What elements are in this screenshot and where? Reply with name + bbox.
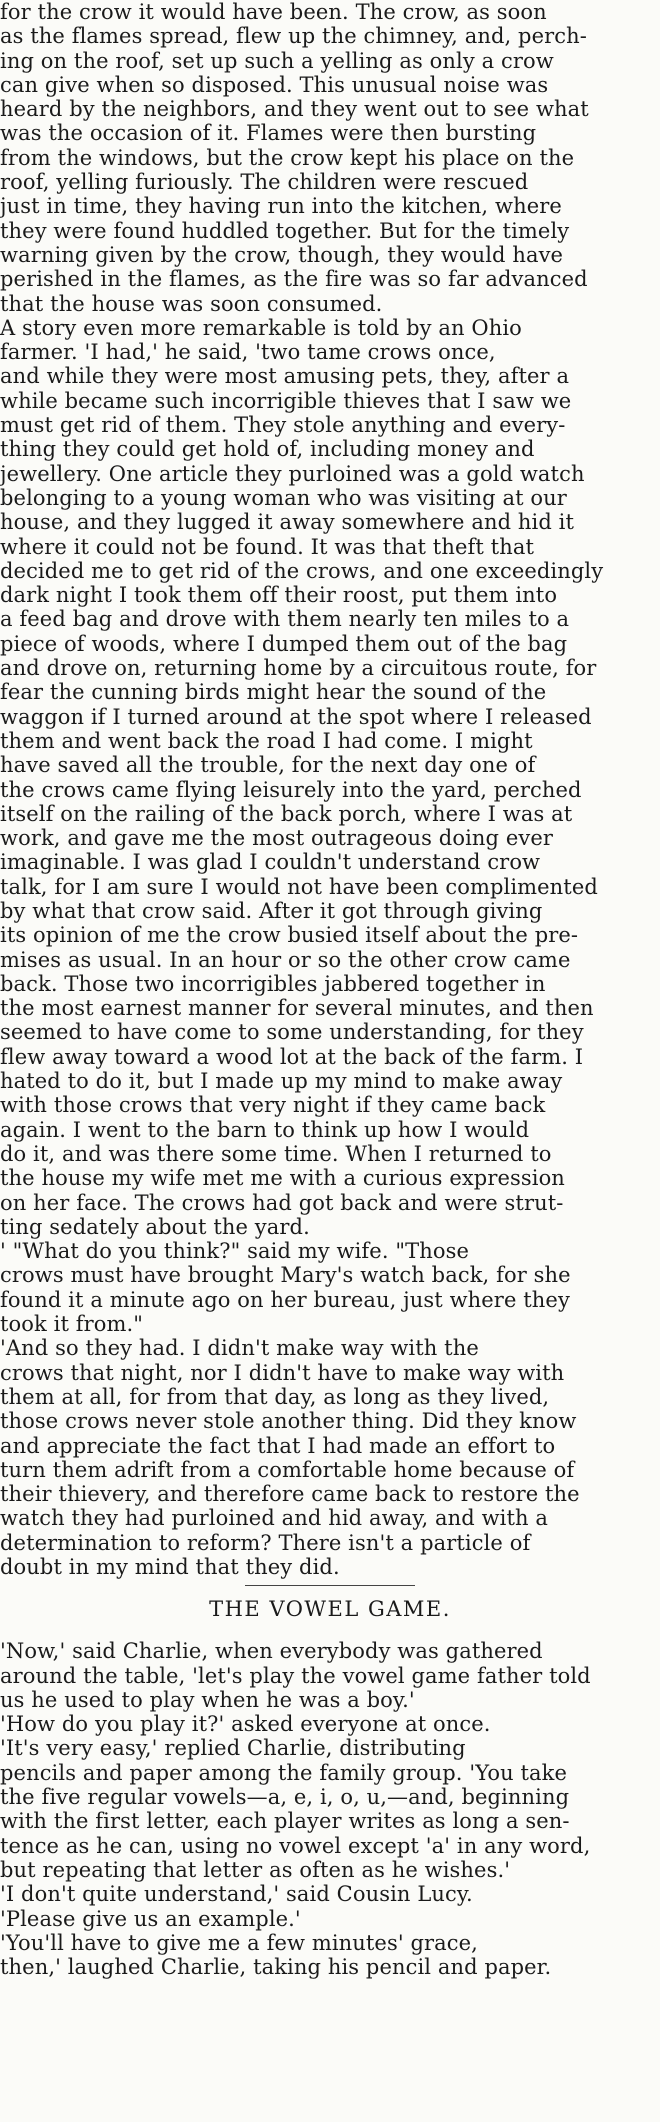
text-line: them at all, for from that day, as long as they lived, [0,1384,550,1409]
text-line: belonging to a young woman who was visiting at our [0,485,567,510]
text-line: roof, yelling furiously. The children were rescued [0,170,529,195]
text-line: 'Please give us an example.' [0,1906,301,1931]
text-line: pencils and paper among the family group. 'You take [0,1760,568,1785]
text-line: 'It's very easy,' replied Charlie, distributing [0,1736,466,1761]
text-line: 'I don't quite understand,' said Cousin Lucy. [0,1882,473,1907]
text-line: and while they were most amusing pets, they, after a [0,364,570,389]
text-line: decided me to get rid of the crows, and one exceedingly [0,558,604,583]
heading-text: THE VOWEL GAME. [209,1597,451,1622]
text-line: talk, for I am sure I would not have been complimented [0,874,598,899]
text-line: mises as usual. In an hour or so the other crow came [0,947,571,972]
text-line: farmer. 'I had,' he said, 'two tame crows once, [0,340,496,365]
text-line: us he used to play when he was a boy.' [0,1687,415,1712]
text-line: waggon if I turned around at the spot where I released [0,704,592,729]
text-line: but repeating that letter as often as he wishes.' [0,1857,511,1882]
text-line: and appreciate the fact that I had made an effort to [0,1433,556,1458]
text-line: where it could not be found. It was that theft that [0,534,535,559]
text-line: turn them adrift from a comfortable home because of [0,1457,575,1482]
vowel-game-story [0,1639,660,1979]
text-line: for the crow it would have been. The crow, as soon [0,0,547,24]
text-line: watch they had purloined and hid away, and with a [0,1506,549,1531]
text-line: then,' laughed Charlie, taking his pencil and paper. [0,1955,552,1980]
text-line: by what that crow said. After it got through giving [0,898,543,923]
text-line: ing on the roof, set up such a yelling as only a crow [0,48,554,73]
text-line: can give when so disposed. This unusual noise was [0,72,549,97]
text-line: the crows came flying leisurely into the yard, perched [0,777,582,802]
text-line: took it from." [0,1312,144,1337]
heading-rule [245,1585,415,1586]
text-line: while became such incorrigible thieves that I saw we [0,388,572,413]
text-line: determination to reform? There isn't a particle of [0,1530,531,1555]
text-line: they were found huddled together. But for the timely [0,218,570,243]
text-line: just in time, they having run into the kitchen, where [0,194,562,219]
text-line: their thievery, and therefore came back to restore the [0,1482,580,1507]
text-line: flew away toward a wood lot at the back of the farm. I [0,1044,584,1069]
text-line: the house my wife met me with a curious expression [0,1166,565,1191]
text-line: heard by the neighbors, and they went out to see what [0,97,589,122]
text-line: house, and they lugged it away somewhere and hid it [0,510,575,535]
text-line: found it a minute ago on her bureau, just where they [0,1287,570,1312]
text-line: imaginable. I was glad I couldn't understand crow [0,850,541,875]
text-line: as the flames spread, flew up the chimney, and, perch- [0,24,587,49]
text-line: ' "What do you think?" said my wife. "Those [0,1239,470,1264]
text-line: with the first letter, each player writes as long a sen- [0,1809,570,1834]
text-line: 'You'll have to give me a few minutes' grace, [0,1930,478,1955]
text-line: tence as he can, using no vowel except 'a' in any word, [0,1833,591,1858]
text-line: ting sedately about the yard. [0,1214,310,1239]
text-line: crows must have brought Mary's watch back, for she [0,1263,571,1288]
text-line: doubt in my mind that they did. [0,1555,340,1579]
text-line: warning given by the crow, though, they would have [0,242,564,267]
text-line: the five regular vowels—a, e, i, o, u,—and, beginning [0,1785,570,1810]
text-line: them and went back the road I had come. I might [0,728,533,753]
text-line: have saved all the trouble, for the next day one of [0,753,536,778]
text-line: dark night I took them off their roost, put them into [0,583,558,608]
text-line: thing they could get hold of, including money and [0,437,535,462]
text-line: on her face. The crows had got back and were strut- [0,1190,564,1215]
text-line: jewellery. One article they purloined was a gold watch [0,461,585,486]
section-heading [0,1579,660,1639]
text-line: fear the cunning birds might hear the sound of the [0,680,547,705]
text-line: the most earnest manner for several minutes, and then [0,996,594,1021]
text-line: that the house was soon consumed. [0,291,383,316]
text-line: A story even more remarkable is told by an Ohio [0,315,522,340]
text-line: piece of woods, where I dumped them out of the bag [0,631,568,656]
text-line: a feed bag and drove with them nearly ten miles to a [0,607,570,632]
text-line: must get rid of them. They stole anything and every- [0,413,566,438]
text-line: hated to do it, but I made up my mind to make away [0,1069,563,1094]
text-line: with those crows that very night if they came back [0,1093,546,1118]
text-line: do it, and was there some time. When I returned to [0,1141,552,1166]
text-line: perished in the flames, as the fire was so far advanced [0,267,588,292]
text-line: 'And so they had. I didn't make way with the [0,1336,479,1361]
text-line: and drove on, returning home by a circuitous route, for [0,656,597,681]
text-line: itself on the railing of the back porch, where I was at [0,801,573,826]
text-line: 'How do you play it?' asked everyone at once. [0,1712,491,1737]
text-line: back. Those two incorrigibles jabbered together in [0,971,546,996]
text-line: its opinion of me the crow busied itself about the pre- [0,923,579,948]
text-line: 'Now,' said Charlie, when everybody was gathered [0,1639,543,1664]
text-line: seemed to have come to some understanding, for they [0,1020,584,1045]
text-line: was the occasion of it. Flames were then bursting [0,121,537,146]
text-line: around the table, 'let's play the vowel game father told [0,1663,591,1688]
text-line: those crows never stole another thing. Did they know [0,1409,577,1434]
text-line: crows that night, nor I didn't have to make way with [0,1360,565,1385]
text-line: work, and gave me the most outrageous doing ever [0,826,554,851]
text-line: again. I went to the barn to think up how I would [0,1117,530,1142]
text-line: from the windows, but the crow kept his place on the [0,145,575,170]
